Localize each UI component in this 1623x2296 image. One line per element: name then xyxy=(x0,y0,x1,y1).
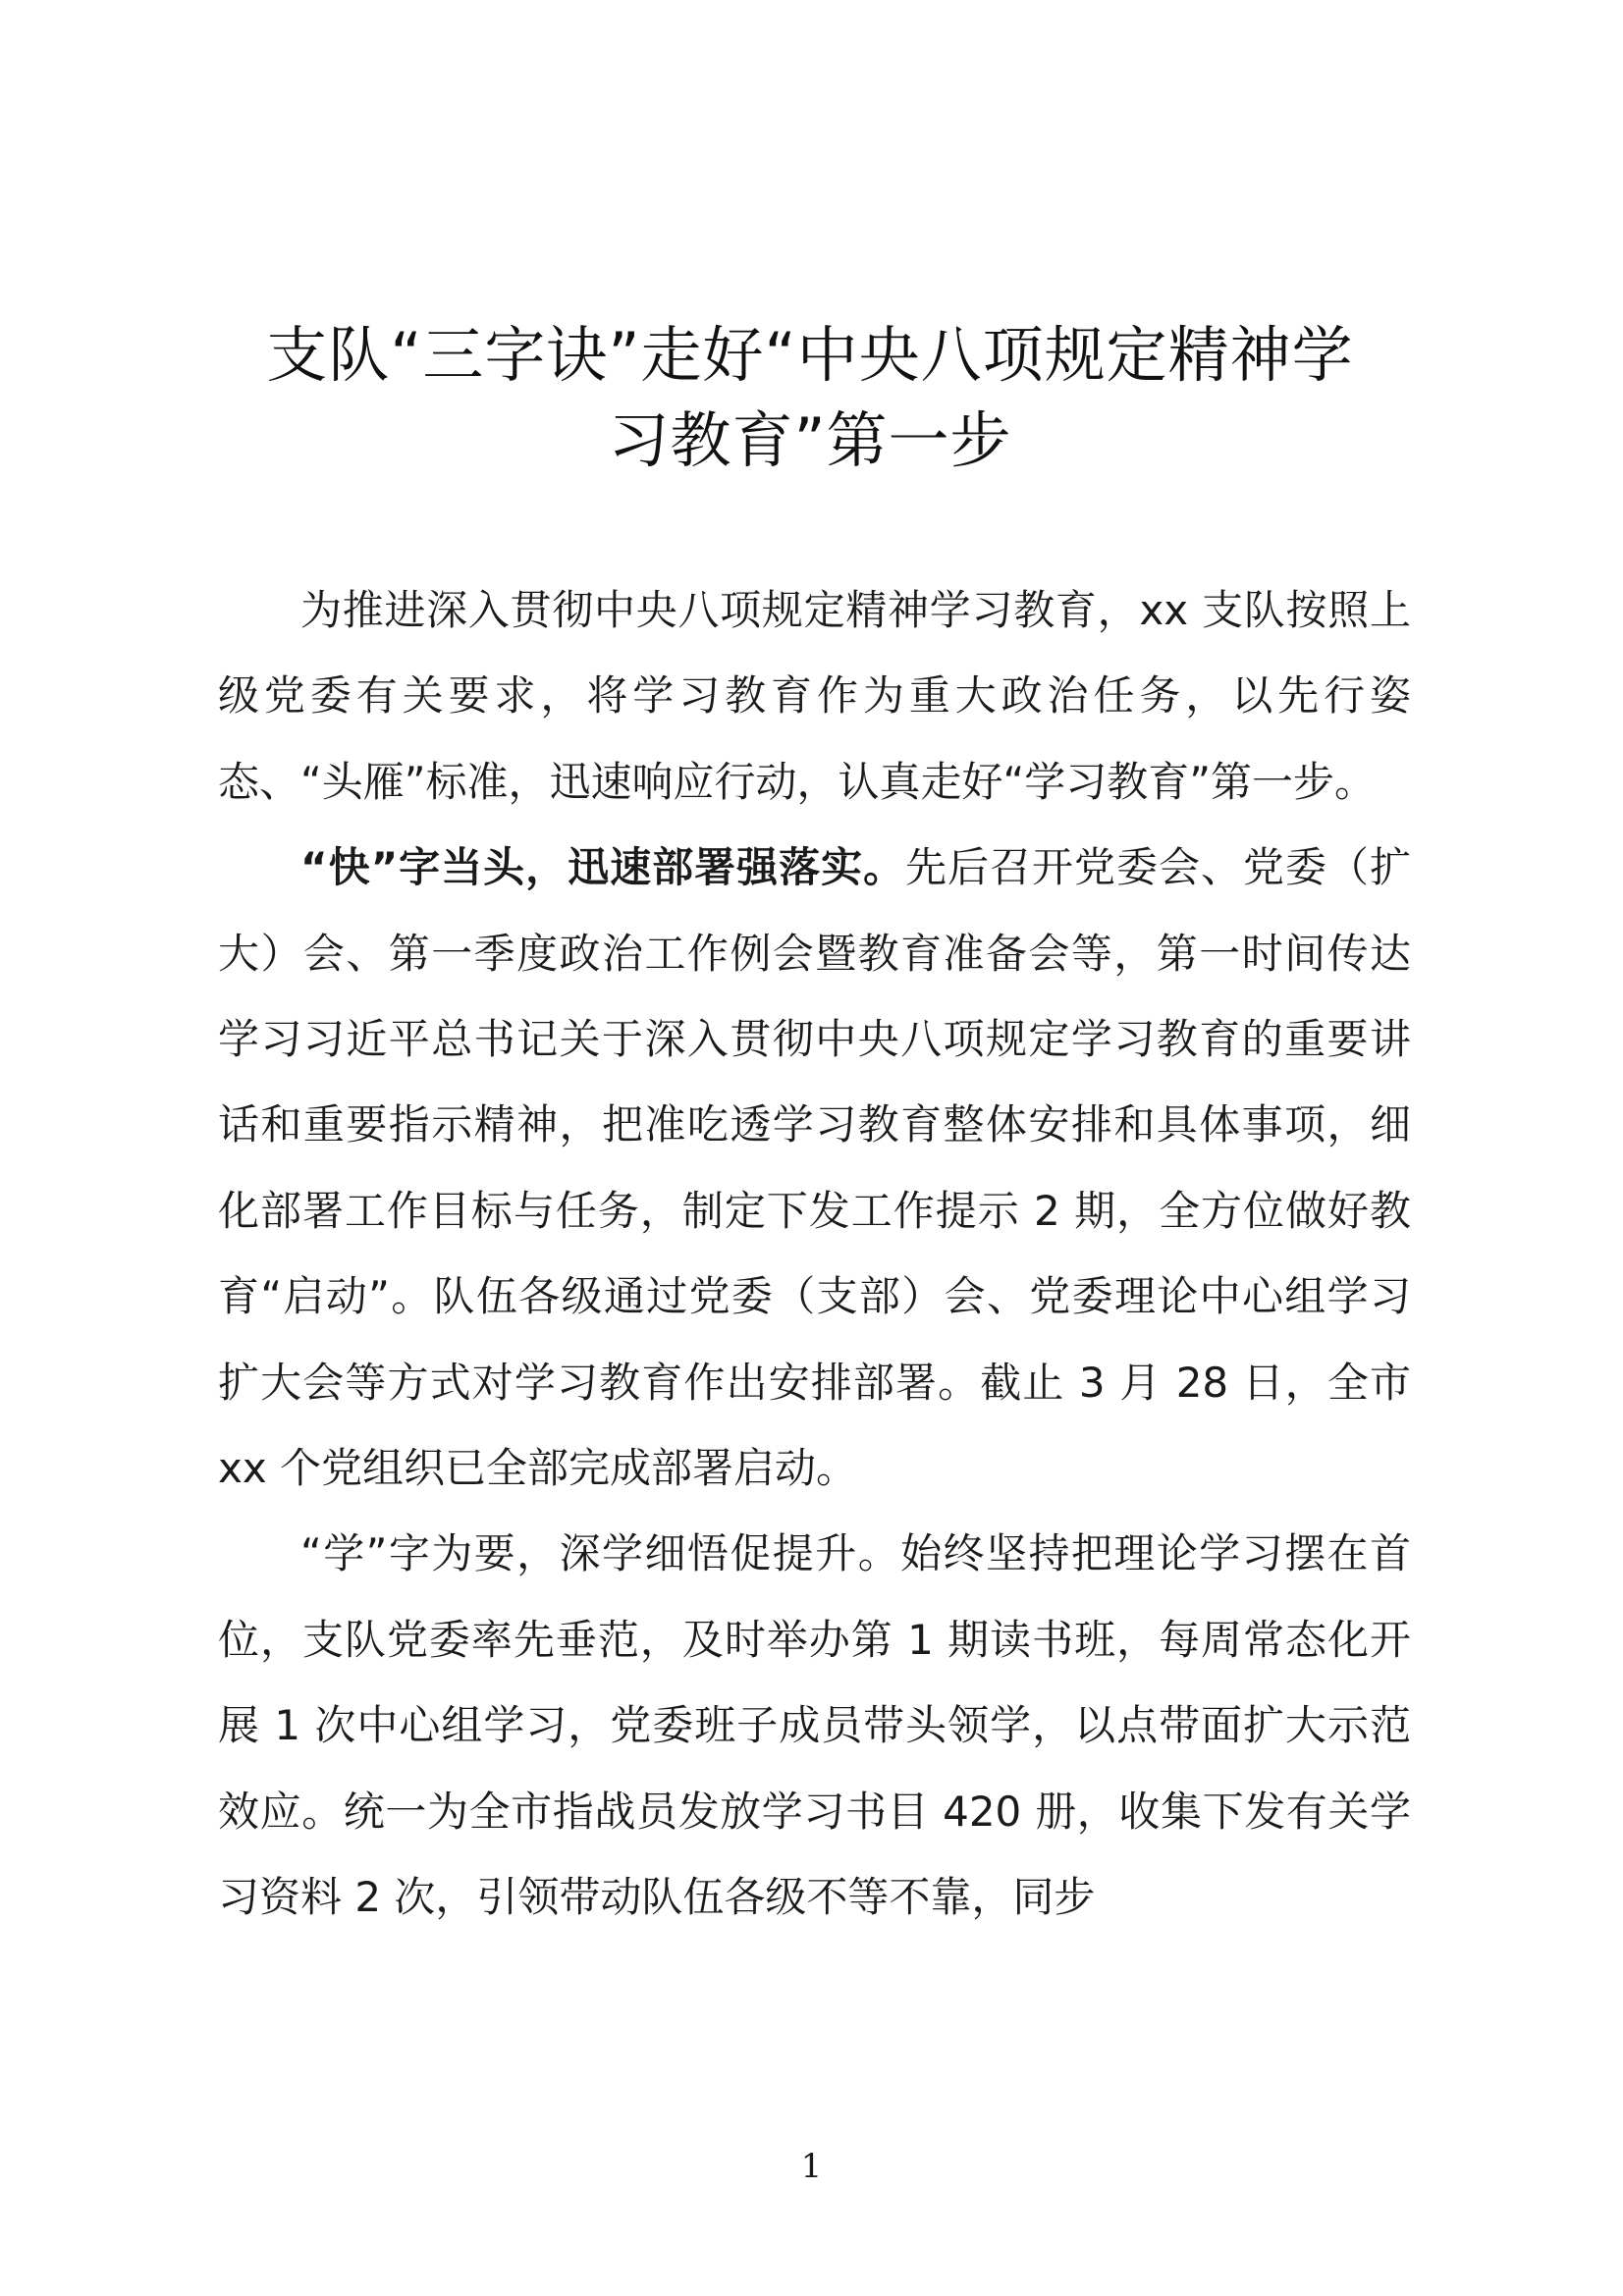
page-number: 1 xyxy=(800,2147,823,2186)
title-line-1: 支队“三字诀”走好“中央八项规定精神学 xyxy=(266,319,1354,391)
paragraph-kuai-text: 先后召开党委会、党委（扩大）会、第一季度政治工作例会暨教育准备会等，第一时间传达学习习近平总书记关于深入贯彻中央八项规定学习教育的重要讲话和重要指示精神，把准吃透学习教育整体安排和具体事项，细化部署工作目标与任务，制定下发工作提示 2 期，全方位做好教育“启动”。队伍各级通过党委（支部）会、党委理论中心组学习扩大会等方式对学习教育作出安排部署。截止 3 月 28 日，全市 xx 个党组织已全部完成部署启动。 xyxy=(218,843,1411,1493)
title-line-2: 习教育”第一步 xyxy=(608,404,1012,476)
paragraph-intro-text: 为推进深入贯彻中央八项规定精神学习教育，xx 支队按照上级党委有关要求，将学习教育作为重大政治任务，以先行姿态、“头雁”标准，迅速响应行动，认真走好“学习教育”第一步。 xyxy=(218,586,1411,806)
paragraph-kuai-heading: “快”字当头，迅速部署强落实。 xyxy=(300,843,906,892)
paragraph-intro xyxy=(218,567,1411,825)
paragraph-xue xyxy=(218,1511,1411,1940)
document-title xyxy=(221,312,1399,483)
document-body xyxy=(218,567,1411,1941)
paragraph-kuai xyxy=(218,825,1411,1511)
paragraph-xue-text: “学”字为要，深学细悟促提升。始终坚持把理论学习摆在首位，支队党委率先垂范，及时举办第 1 期读书班，每周常态化开展 1 次中心组学习，党委班子成员带头领学，以点带面扩大示范效应。统一为全市指战员发放学习书目 420 册，收集下发有关学习资料 2 次，引领带动队伍各级不等不靠，同步 xyxy=(218,1529,1411,1922)
